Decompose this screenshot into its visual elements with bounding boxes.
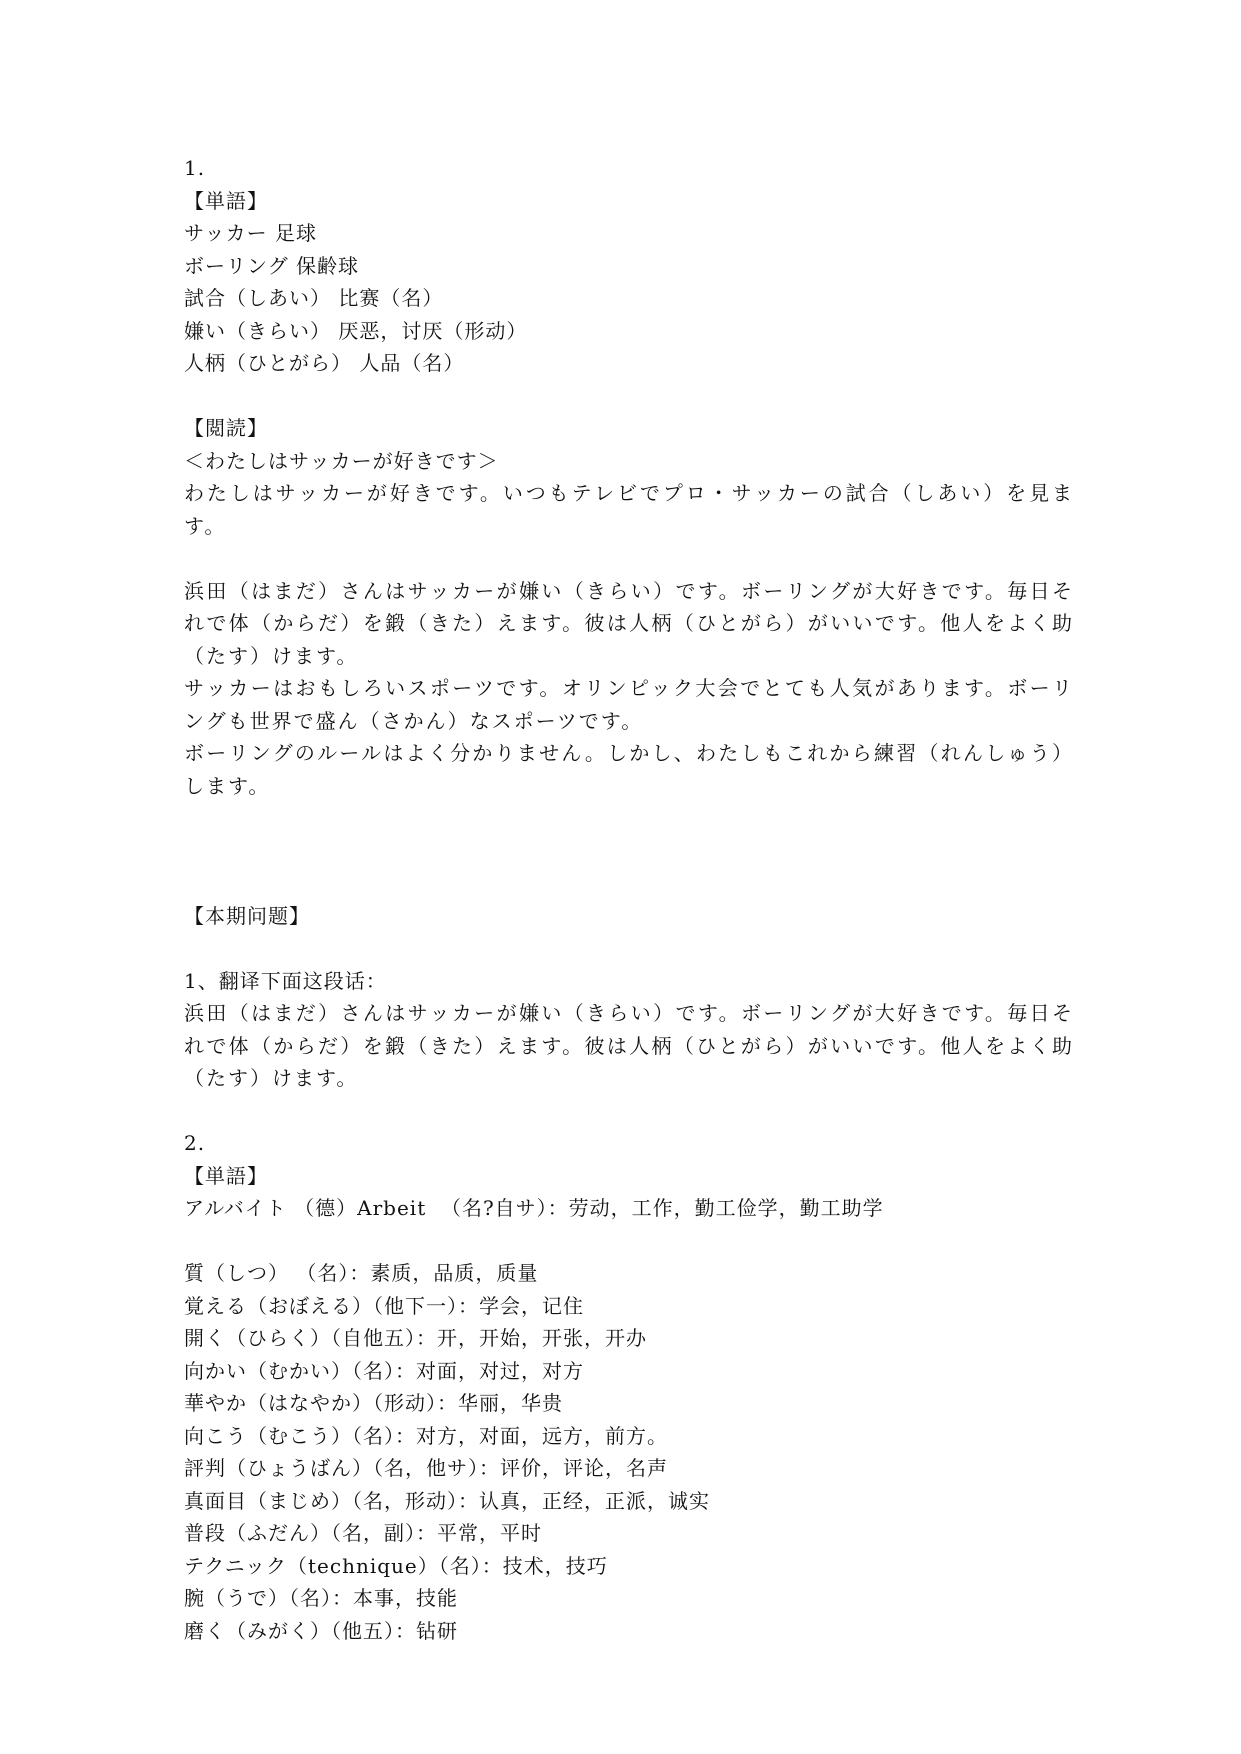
vocab-item: 質（しつ） （名）：素质，品质，质量 <box>184 1261 539 1285</box>
vocab-heading: 【単語】 <box>184 1163 268 1188</box>
vocab-item: 評判（ひょうばん）（名，他サ）：评价，评论，名声 <box>184 1456 668 1480</box>
spacer <box>184 1095 1074 1128</box>
reading-heading: 【閲読】 <box>184 416 268 440</box>
reading-paragraph: わたしはサッカーが好きです。いつもテレビでプロ・サッカーの試合（しあい）を見ます。 <box>184 481 1074 538</box>
vocab-item: 向こう（むこう）（名）：对方，对面，远方，前方。 <box>184 1423 668 1448</box>
vocab-item: 嫌い（きらい） 厌恶，讨厌（形动） <box>184 318 528 343</box>
vocab-item: 真面目（まじめ）（名，形动）：认真，正经，正派，诚实 <box>184 1488 710 1513</box>
spacer <box>184 542 1074 575</box>
document-page <box>184 152 1074 1647</box>
vocab-item: 試合（しあい） 比赛（名） <box>184 286 444 310</box>
spacer <box>184 932 1074 965</box>
section-number: 1. <box>184 156 206 180</box>
reading-paragraph: サッカーはおもしろいスポーツです。オリンピック大会でとても人気があります。ボーリングも世界で盛ん（さかん）なスポーツです。 <box>184 676 1074 733</box>
vocab-item: ボーリング 保齢球 <box>184 253 359 278</box>
section-number: 2. <box>184 1131 206 1155</box>
spacer <box>184 1225 1074 1258</box>
vocab-item: 腕（うで）（名）：本事，技能 <box>184 1586 458 1610</box>
vocab-item: 磨く（みがく）（他五）：钻研 <box>184 1618 458 1643</box>
question-text: 浜田（はまだ）さんはサッカーが嫌い（きらい）です。ボーリングが大好きです。毎日それで体（からだ）を鍛（きた）えます。彼は人柄（ひとがら）がいいです。他人をよく助（たす）けます。 <box>184 1001 1074 1090</box>
vocab-heading: 【単語】 <box>184 188 268 213</box>
vocab-item: 覚える（おぼえる）（他下一）：学会，记住 <box>184 1293 584 1318</box>
reading-paragraph: 浜田（はまだ）さんはサッカーが嫌い（きらい）です。ボーリングが大好きです。毎日それで体（からだ）を鍛（きた）えます。彼は人柄（ひとがら）がいいです。他人をよく助（たす）けます。 <box>184 578 1074 668</box>
question-label: 1、翻译下面这段话： <box>184 968 387 993</box>
vocab-item: 華やか（はなやか）（形动）：华丽，华贵 <box>184 1391 563 1415</box>
vocab-item: 開く（ひらく）（自他五）：开，开始，开张，开办 <box>184 1326 647 1350</box>
reading-paragraph: ボーリングのルールはよく分かりません。しかし、わたしもこれから練習（れんしゅう）します。 <box>184 741 1074 798</box>
vocab-item: 向かい（むかい）（名）：对面，对过，对方 <box>184 1358 584 1383</box>
vocab-item: サッカー 足球 <box>184 221 317 245</box>
question-heading: 【本期问题】 <box>184 903 310 928</box>
vocab-item: 普段（ふだん）（名，副）：平常，平时 <box>184 1521 542 1545</box>
vocab-item: 人柄（ひとがら） 人品（名） <box>184 351 465 375</box>
reading-title: ＜わたしはサッカーが好きです＞ <box>184 448 499 473</box>
spacer <box>184 802 1074 900</box>
spacer <box>184 380 1074 413</box>
vocab-item: テクニック（technique）（名）：技术，技巧 <box>184 1553 608 1578</box>
vocab-item: アルバイト （德）Arbeit （名?自サ）：劳动，工作，勤工俭学，勤工助学 <box>184 1196 884 1220</box>
